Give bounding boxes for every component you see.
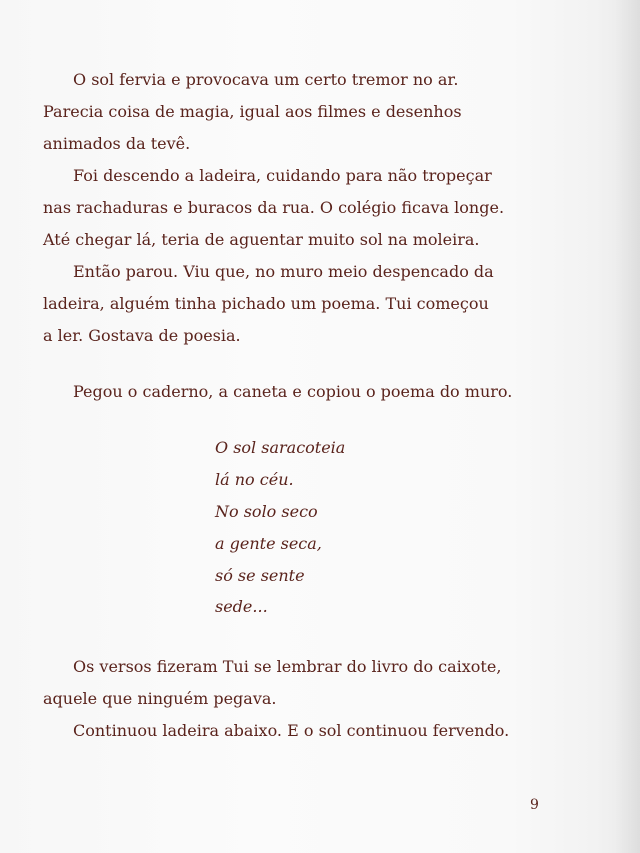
text-line: Foi descendo a ladeira, cuidando para não tropeçar [73, 166, 492, 185]
text-line: O sol fervia e provocava um certo tremor no ar. [73, 70, 459, 89]
poem-line: lá no céu. [215, 470, 294, 489]
text-line: Parecia coisa de magia, igual aos filmes e desenhos [43, 102, 462, 121]
text-line: ladeira, alguém tinha pichado um poema. Tui começou [43, 294, 489, 313]
text-line: a ler. Gostava de poesia. [43, 326, 241, 345]
poem-line: só se sente [215, 566, 305, 585]
page-edge-shadow [614, 0, 640, 853]
poem-line: O sol saracoteia [215, 438, 346, 457]
text-line: Os versos fizeram Tui se lembrar do livro do caixote, [73, 657, 502, 676]
text-line: animados da tevê. [43, 134, 191, 153]
text-line: Continuou ladeira abaixo. E o sol continuou fervendo. [73, 721, 510, 740]
text-line: aquele que ninguém pegava. [43, 689, 277, 708]
page-number: 9 [530, 797, 539, 813]
text-line: Até chegar lá, teria de aguentar muito sol na moleira. [43, 230, 480, 249]
poem-line: sede... [215, 597, 268, 616]
poem-line: a gente seca, [215, 534, 322, 553]
poem-line: No solo seco [215, 502, 318, 521]
text-line: Então parou. Viu que, no muro meio despencado da [73, 262, 494, 281]
text-line: Pegou o caderno, a caneta e copiou o poema do muro. [73, 382, 513, 401]
text-line: nas rachaduras e buracos da rua. O colégio ficava longe. [43, 198, 505, 217]
